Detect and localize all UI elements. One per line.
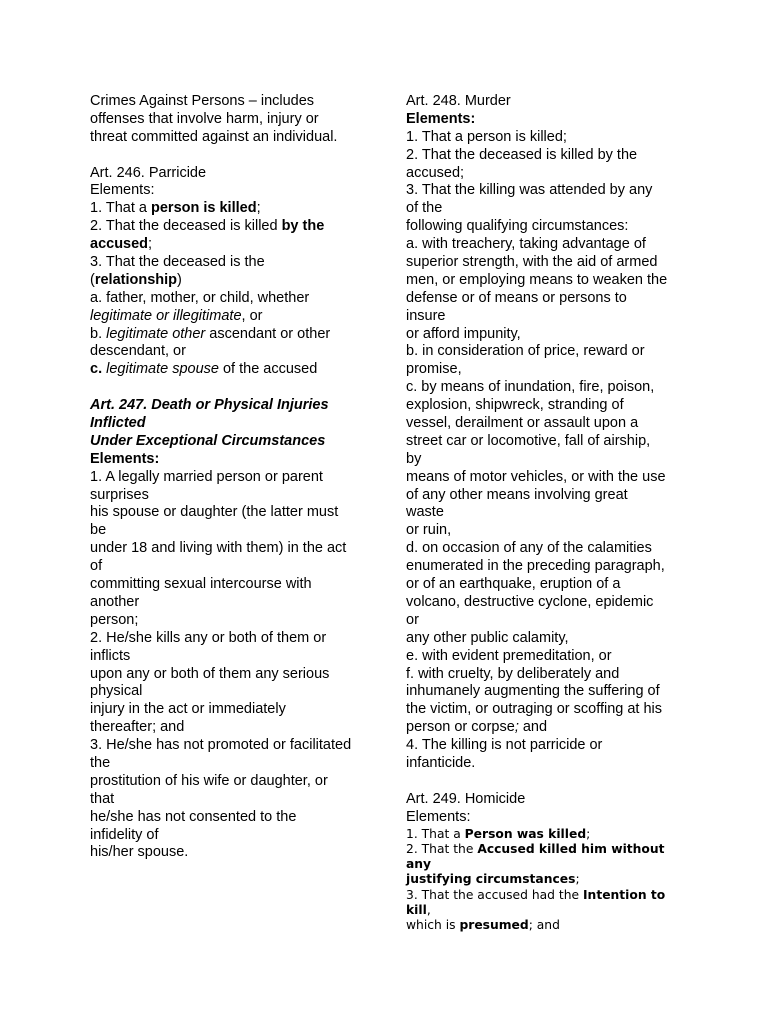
art-248-title: Art. 248. Murder — [406, 93, 511, 109]
text-segment: ascendant or other — [205, 325, 331, 342]
text-line: of the — [406, 200, 443, 217]
element-line — [406, 888, 691, 903]
text-segment: ; — [256, 200, 261, 217]
text-line: be — [90, 522, 107, 539]
text-segment: ; and — [528, 918, 560, 933]
text-line: prostitution of his wife or daughter, or — [90, 772, 328, 789]
elements-label — [406, 111, 691, 129]
italic-text: legitimate spouse — [106, 361, 219, 378]
text-line: 4. The killing is not parricide or — [406, 737, 603, 754]
text-segment: 3. That the accused had the — [406, 887, 583, 902]
text-line: following qualifying circumstances: — [406, 218, 629, 235]
text-segment: ; — [148, 236, 153, 253]
bold-text: by the — [281, 218, 325, 235]
text-line: upon any or both of them any serious — [90, 665, 330, 682]
art-247-section — [90, 397, 375, 862]
text-line: 2. He/she kills any or both of them or — [90, 629, 327, 646]
text-segment: of the accused — [218, 361, 318, 378]
bold-text: justifying circumstances — [406, 872, 576, 887]
text-line: injury in the act or immediately — [90, 701, 286, 718]
text-line: 2. That the deceased is killed by the — [406, 146, 638, 163]
art-248-elements-end — [406, 737, 691, 773]
text-line: d. on occasion of any of the calamities — [406, 540, 652, 557]
text-line: street car or locomotive, fall of airship, — [406, 432, 651, 449]
element-line: 3. That the deceased is the — [90, 254, 265, 271]
text-segment: b. — [90, 325, 107, 342]
elements-label: Elements: — [90, 182, 155, 199]
text-line: physical — [90, 683, 143, 700]
art-248-elements — [406, 129, 691, 719]
text-line: insure — [406, 307, 446, 324]
text-line: inflicts — [90, 647, 131, 664]
text-line: explosion, shipwreck, stranding of — [406, 397, 624, 414]
text-segment: ; — [575, 872, 580, 887]
bold-italic-text: Art. 247. Death or Physical Injuries — [90, 397, 329, 414]
text-segment: ; — [586, 826, 591, 841]
text-line: b. in consideration of price, reward or — [406, 343, 645, 360]
text-line: he/she has not consented to the — [90, 808, 297, 825]
text-line: 1. A legally married person or parent — [90, 468, 323, 485]
text-segment: person or corpse — [406, 719, 515, 736]
text-line: any other public calamity, — [406, 629, 569, 646]
art-248-section — [406, 93, 691, 773]
art-246-section — [90, 165, 375, 380]
text-segment: , — [426, 903, 431, 917]
text-line: waste — [406, 504, 444, 521]
text-line: of any other means involving great — [406, 486, 628, 503]
art-249-elements — [406, 827, 691, 934]
text-line: inhumanely augmenting the suffering of — [406, 683, 660, 700]
bold-text: relationship — [94, 271, 178, 288]
text-line: the — [90, 754, 111, 771]
text-line: promise, — [406, 361, 462, 378]
italic-text: legitimate or illegitimate — [90, 307, 242, 324]
element-line — [406, 918, 691, 933]
text-line: accused; — [406, 164, 465, 181]
element-line — [406, 903, 691, 918]
text-line: thereafter; and — [90, 719, 185, 736]
text-segment: 1. That a — [406, 826, 465, 841]
bold-text: any — [406, 857, 432, 872]
spacer — [90, 379, 375, 397]
text-line: or afford impunity, — [406, 325, 521, 342]
element-line — [406, 857, 691, 872]
text-line: men, or employing means to weaken the — [406, 271, 668, 288]
text-line: his spouse or daughter (the latter must — [90, 504, 339, 521]
element-line — [406, 842, 691, 857]
text-line: enumerated in the preceding paragraph, — [406, 558, 665, 575]
text-segment: 2. That the deceased is killed — [90, 218, 282, 235]
art-249-section — [406, 791, 691, 934]
text-line: or — [406, 611, 419, 628]
bold-italic-text: Under Exceptional Circumstances — [90, 432, 326, 449]
text-line: by — [406, 450, 422, 467]
bold-text: presumed — [459, 918, 529, 933]
text-segment: which is — [406, 918, 460, 933]
text-segment: 1. That a — [90, 200, 151, 217]
italic-text: ; — [514, 719, 519, 736]
right-column — [406, 93, 691, 934]
art-249-title: Art. 249. Homicide — [406, 790, 526, 807]
element-line: a. father, mother, or child, whether — [90, 289, 310, 306]
intro-paragraph — [90, 93, 375, 147]
text-line: of — [90, 558, 103, 575]
text-segment: and — [518, 719, 548, 736]
text-line: 1. That a person is killed; — [406, 128, 567, 145]
text-line: 3. He/she has not promoted or facilitated — [90, 737, 352, 754]
text-line: e. with evident premeditation, or — [406, 647, 612, 664]
element-line — [406, 719, 691, 737]
element-line — [406, 872, 691, 887]
text-line: infidelity of — [90, 826, 159, 843]
text-line: Crimes Against Persons – includes — [90, 93, 315, 109]
text-line: defense or of means or persons to — [406, 289, 627, 306]
text-line: volcano, destructive cyclone, epidemic — [406, 593, 654, 610]
text-segment: ( — [90, 271, 95, 288]
bold-text: Person was killed — [464, 826, 587, 841]
bold-text: c. — [90, 361, 103, 378]
text-segment: 2. That the — [406, 841, 478, 856]
element-line — [90, 308, 375, 326]
element-line: descendant, or — [90, 343, 186, 360]
element-line — [90, 272, 375, 290]
bold-text: kill — [406, 903, 427, 917]
elements-label: Elements: — [406, 808, 471, 825]
art-247-title — [90, 415, 375, 433]
bold-text: person is killed — [151, 200, 257, 217]
bold-text: Elements: — [90, 450, 160, 467]
element-line — [90, 236, 375, 254]
element-line — [90, 361, 375, 379]
text-line: person; — [90, 611, 139, 628]
text-line: that — [90, 790, 115, 807]
text-line: another — [90, 593, 140, 610]
art-247-elements — [90, 469, 375, 863]
text-line: his/her spouse. — [90, 844, 189, 861]
elements-label — [90, 451, 375, 469]
text-line: surprises — [90, 486, 149, 503]
text-line: infanticide. — [406, 754, 476, 771]
art-247-title — [90, 397, 375, 415]
text-line: a. with treachery, taking advantage of — [406, 236, 646, 253]
text-segment: ) — [177, 271, 182, 288]
element-line — [90, 218, 375, 236]
text-line: superior strength, with the aid of armed — [406, 254, 658, 271]
text-line: vessel, derailment or assault upon a — [406, 415, 639, 432]
art-247-title — [90, 433, 375, 451]
text-line: c. by means of inundation, fire, poison, — [406, 379, 655, 396]
bold-text: Accused killed him without — [477, 841, 665, 856]
text-line: the victim, or outraging or scoffing at his — [406, 701, 663, 718]
text-line: offenses that involve harm, injury or — [90, 110, 319, 127]
text-line: under 18 and living with them) in the act — [90, 540, 347, 557]
element-line — [90, 200, 375, 218]
bold-italic-text: Inflicted — [90, 415, 146, 432]
element-line — [406, 827, 691, 842]
text-line: or of an earthquake, eruption of a — [406, 576, 621, 593]
left-column — [90, 93, 375, 862]
text-line: 3. That the killing was attended by any — [406, 182, 653, 199]
text-line: or ruin, — [406, 522, 452, 539]
element-line — [90, 326, 375, 344]
spacer — [90, 147, 375, 165]
spacer — [406, 773, 691, 791]
italic-text: legitimate other — [106, 325, 206, 342]
text-line: threat committed against an individual. — [90, 128, 338, 145]
text-segment: , or — [241, 307, 263, 324]
art-246-title: Art. 246. Parricide — [90, 164, 207, 181]
bold-text: Elements: — [406, 110, 476, 127]
text-line: committing sexual intercourse with — [90, 576, 312, 593]
text-line: f. with cruelty, by deliberately and — [406, 665, 620, 682]
text-line: means of motor vehicles, or with the use — [406, 468, 666, 485]
bold-text: accused — [90, 236, 149, 253]
bold-text: Intention to — [582, 887, 666, 902]
